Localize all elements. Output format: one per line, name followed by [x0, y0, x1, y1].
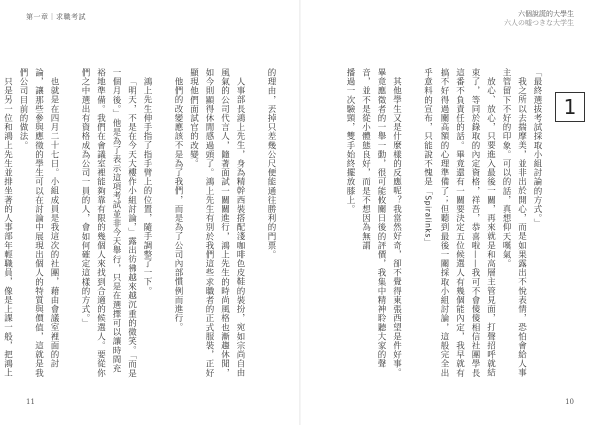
left-page-text [2, 68, 278, 378]
running-head-title [504, 10, 574, 28]
running-head-chapter: 第一章｜求職考試 [26, 13, 86, 21]
paragraph: 人事部長鴻上先生，身為精幹西裝搭配淺咖啡色皮鞋的裝扮，宛如宗尚自由風氣的公司代言人，隨著面試一關關進行，鴻上先生的時尚風格也漸趨休閒，如今則顯得休閒感過頭了。鴻上先生有別於我們這些求職者的正式服裝，正好顯現他們面試官的改變。 [188, 68, 245, 378]
paragraph: 只是另一位和鴻上先生並排坐著的人事部年輕職員，像是上課一般，把鴻上 [2, 76, 13, 377]
paragraph-text: 放心、放心，只要進入最後一關，再來就是和高層主管見面，打聲招呼就結束了，等同於錄取的內定資格，祥吾，恭喜啦——我可不會傻傻相信社團學長這番不負責任的話。畢竟還有一關要決定五位候選人有幾個能內定，我早就有搞不好得過關高額的心理準備了；但聽到最後一關採取小組討論，這般完全出乎意料的宣布，只能說不愧是 [422, 68, 496, 378]
book-title: 六個說謊的大學生 [518, 10, 574, 18]
book-subtitle: 六人の嘘つきな大学生 [504, 19, 574, 27]
right-page [300, 0, 600, 425]
paragraph: 的理由，丟掉只差幾公尺便能通往勝利的門票。 [266, 68, 276, 260]
chapter-number-box: 1 [555, 92, 585, 122]
page-number-left: 11 [26, 398, 35, 406]
company-name-latin: Spiralinks [423, 195, 433, 238]
paragraph: 「明天，不是在今天大樓作小組討論，」露出彷彿越來越沉重的微笑。「而是一個月後。」他是為了表示這項考試並非今天舉行，只是在選擇可以讓時間充裕地準備。我們在會議室裡能夠靠有限的幾個人來找到合適的候選人。要從你們之中選出有資格成為公司一員的人，會如何確定這樣的方式。」 [80, 68, 137, 378]
paragraph: 其他學生又是什麼樣的反應呢？我當然好奇，卻不覺得東張西望是件好事。畢竟應徵者的一舉一動，很可能攸關日後的評價，我集中精神聆聽大家的聲音，並不是從小體態良好，而是不想因為無謂 [360, 68, 402, 377]
page-number-right: 10 [565, 398, 574, 406]
paragraph: 放心、放心，只要進入最後一關，再來就是和高層主管見面，打聲招呼就結束了，等同於錄取的內定資格，祥吾，恭喜啦——我可不會傻傻相信社團學長這番不負責任的話。畢竟還有一關要決定五位候選人有幾個能內定，我早就有搞不好得過關高額的心理準備了；但聽到最後一關採取小組討論，這般完全出乎意料的宣布，只能說不愧是「Spiralinks」 [422, 68, 496, 378]
paragraph-quote: 「最終選拔考試採取小組討論的方式。」 [532, 68, 542, 228]
paragraph: 播過一次驗頸，雙手始終擺放膝上。 [345, 68, 355, 214]
paragraph: 鴻上先生伸手指了指手臂上的位置，隨手調整了一下。 [142, 76, 152, 295]
right-page-text [308, 68, 544, 378]
paragraph: 他們的改變應該不是為了我們，而是為了公司內部慣例而進行。 [173, 76, 183, 332]
paragraph: 我之所以去揣摩美，並非出於開心，而是如果露出不悅表情，恐怕會給人事主管留下不好的印象。可以的話，真想仰天嘆氣。 [501, 68, 527, 377]
paragraph: 也就是在四月二十七日。小組成員是我這次的社團，藉由會議室裡面的討論，讓那些參與應徵的學生可以在討論中展現出個人的特質與價值，這就是我們公司目前的做法。 [18, 68, 59, 378]
